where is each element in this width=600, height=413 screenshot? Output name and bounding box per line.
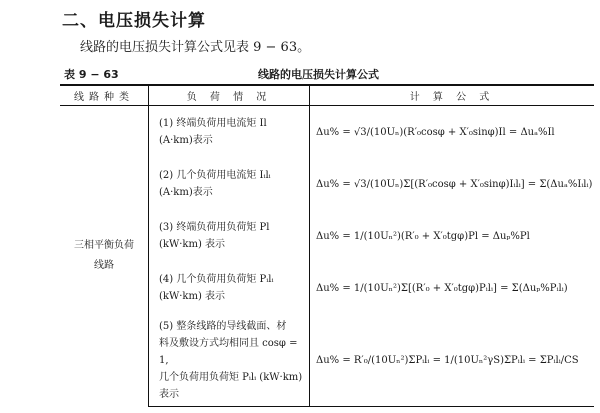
condition-line: 几个负荷用负荷矩 Pᵢlᵢ (kW·km) [159,371,303,383]
formula-text: Δu% = 1/(10Uₙ²)Σ[(R′₀ + X′₀tgφ)Pᵢlᵢ] = Σ(Δuₚ%Pᵢlᵢ) [316,282,568,294]
condition-cell [149,262,310,314]
condition-line: (5) 整条线路的导线截面、材 [159,320,287,332]
condition-cell [149,158,310,210]
header-formula: 计 算 公 式 [310,85,595,106]
table-title: 线路的电压损失计算公式 [258,68,379,81]
condition-line: (A·km)表示 [159,187,213,198]
condition-cell [149,314,310,407]
formula-text: Δu% = √3/(10Uₙ)(R′₀cosφ + X′₀sinφ)Il = Δuₐ%Il [316,126,555,138]
condition-line: (kW·km) 表示 [159,291,226,302]
formula-cell [310,314,595,407]
condition-cell [149,210,310,262]
category-cell [60,106,149,407]
formula-cell [310,262,595,314]
condition-line: 表示 [159,388,179,400]
condition-line: (kW·km) 表示 [159,239,226,250]
category-label: 三相平衡负荷线路 [74,240,134,272]
formula-text: Δu% = 1/(10Uₙ²)(R′₀ + X′₀tgφ)Pl = Δuₚ%Pl [316,230,530,242]
header-line-type: 线路种类 [60,85,149,106]
formula-table [60,84,594,407]
formula-text: Δu% = √3/(10Uₙ)Σ[(R′₀cosφ + X′₀sinφ)Iᵢlᵢ] = Σ(Δuₐ%Iᵢlᵢ) [316,178,593,190]
table-number: 表 9 − 63 [64,68,119,81]
table-row [60,106,594,159]
condition-line: (1) 终端负荷用电流矩 Il [159,118,267,129]
intro-paragraph: 线路的电压损失计算公式见表 9 − 63。 [80,40,311,55]
table-header-row [60,85,594,106]
formula-cell [310,106,595,159]
formula-cell [310,210,595,262]
header-load-condition: 负 荷 情 况 [149,85,310,106]
condition-cell [149,106,310,159]
section-title: 二、电压损失计算 [62,11,206,31]
formula-text: Δu% = R′₀/(10Uₙ²)ΣPᵢlᵢ = 1/(10Uₙ²γS)ΣPᵢlᵢ = ΣPᵢlᵢ/CS [316,354,579,366]
formula-cell [310,158,595,210]
table-caption [62,66,590,82]
condition-line: (4) 几个负荷用负荷矩 Pᵢlᵢ [159,274,274,285]
condition-line: (2) 几个负荷用电流矩 Iᵢlᵢ [159,170,271,181]
condition-line: (3) 终端负荷用负荷矩 Pl [159,222,270,233]
condition-line: (A·km)表示 [159,135,213,146]
condition-line: 料及敷设方式均相同且 cosφ = 1, [159,337,298,366]
